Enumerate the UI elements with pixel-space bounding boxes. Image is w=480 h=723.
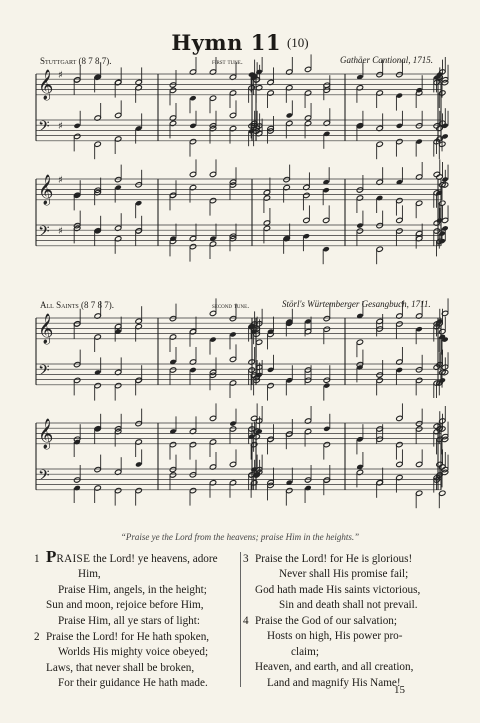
treble-clef-icon: 𝄞 (38, 175, 54, 205)
verse-4-line-5: Land and magnify His Name! (267, 676, 401, 689)
hymn-number: (10) (286, 35, 309, 50)
drop-cap: P (46, 547, 57, 566)
tune-2-name: All Saints (8 7 8 7). (40, 300, 114, 310)
verse-2-number: 2 (34, 631, 40, 643)
tune-1-name: Stuttgart (8 7 8 7). (40, 56, 112, 66)
tune-2-label: second tune. (212, 301, 250, 310)
verse-3-line-4: Sin and death shall not prevail. (279, 599, 418, 612)
verse-4 (243, 614, 413, 691)
verse-4-line-4: Heaven, and earth, and all creation, (255, 661, 414, 674)
verse-2-line-3: Laws, that never shall be broken, (46, 661, 195, 674)
verse-3 (243, 552, 420, 614)
verse-2-line-4: For their guidance He hath made. (58, 677, 208, 690)
treble-clef-icon: 𝄞 (38, 419, 54, 449)
treble-clef-icon: 𝄞 (38, 70, 54, 100)
sharp-icon: ♯ (58, 70, 63, 81)
epigraph: “Praise ye the Lord from the heavens; praise Him in the heights.” (120, 532, 360, 542)
bass-clef-icon: 𝄢 (38, 223, 50, 244)
tune-2-source: Störl's Würtemberger Gesangbuch, 1711. (282, 299, 431, 309)
verse-3-line-1: Praise the Lord! for He is glorious! (255, 553, 413, 565)
page-number: 15 (394, 684, 405, 696)
verse-4-line-1: Praise the God of our salvation; (255, 615, 397, 627)
sharp-icon: ♯ (58, 175, 63, 186)
verse-1-line-5: Praise Him, all ye stars of light: (58, 614, 200, 627)
tune-1-source: Gathäer Cantional, 1715. (340, 55, 434, 65)
verse-1-line-3: Praise Him, angels, in the height; (58, 583, 207, 596)
verse-4-line-3: claim; (291, 645, 319, 658)
verse-1-line-4: Sun and moon, rejoice before Him, (46, 599, 204, 612)
verse-3-line-2: Never shall His promise fail; (279, 568, 409, 581)
hymn-title: Hymn 11 (171, 30, 281, 55)
sharp-icon: ♯ (58, 121, 63, 132)
verse-1-line-2: Him, (78, 568, 101, 581)
verse-3-number: 3 (243, 553, 249, 565)
verse-1-first-word: RAISE (56, 553, 91, 565)
bass-clef-icon: 𝄢 (38, 362, 50, 383)
treble-clef-icon: 𝄞 (38, 314, 54, 344)
sharp-icon: ♯ (58, 226, 63, 237)
verse-1 (34, 547, 218, 629)
verse-1-line-1: the Lord! ye heavens, adore (93, 553, 218, 565)
bass-clef-icon: 𝄢 (38, 118, 50, 139)
verse-2-line-1: Praise the Lord! for He hath spoken, (46, 631, 210, 643)
verse-2 (34, 630, 209, 692)
verse-4-line-2: Hosts on high, His power pro- (267, 630, 403, 643)
column-divider (240, 552, 241, 687)
verse-3-line-3: God hath made His saints victorious, (255, 583, 421, 596)
bass-clef-icon: 𝄢 (38, 467, 50, 488)
verse-4-number: 4 (243, 615, 249, 627)
tune-1-label: first tune. (212, 57, 243, 66)
verse-2-line-2: Worlds His mighty voice obeyed; (58, 646, 209, 659)
staff (36, 318, 441, 339)
verse-1-number: 1 (34, 553, 40, 565)
